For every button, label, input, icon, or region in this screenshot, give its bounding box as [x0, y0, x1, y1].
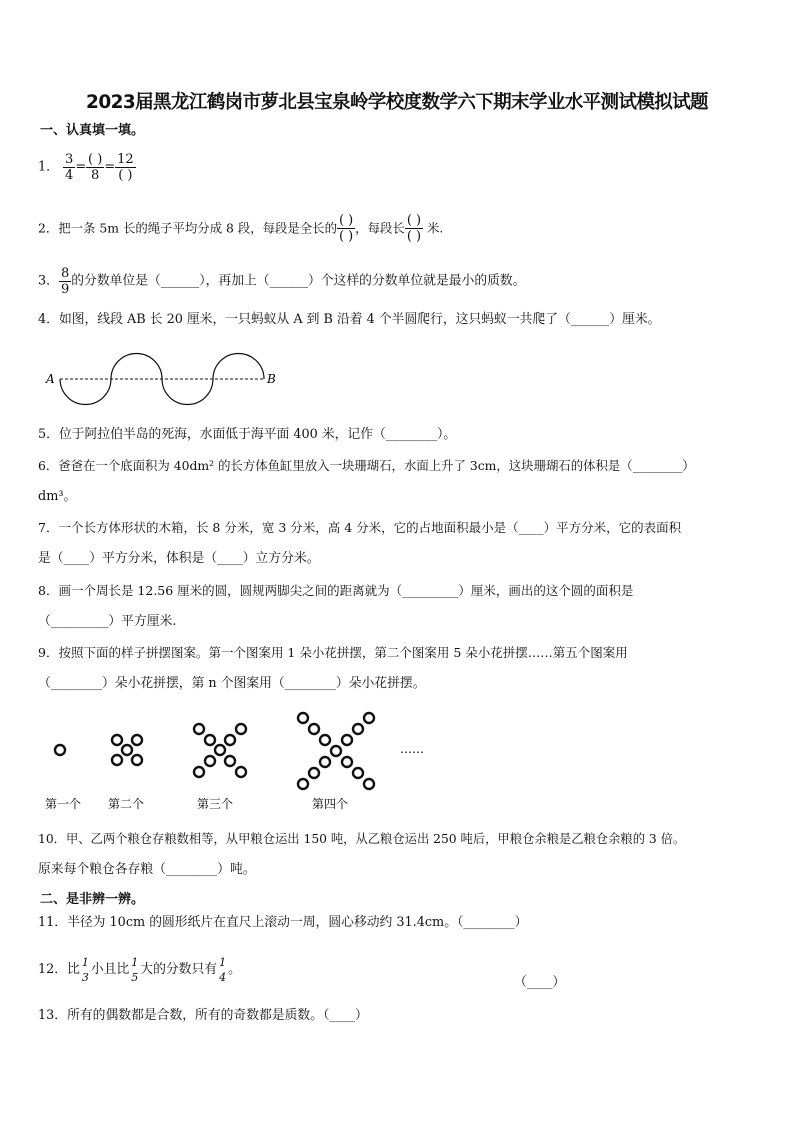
question-7-line-2: 是（____）平方分米，体积是（____）立方分米。: [38, 551, 320, 566]
q12-fraction-2: 1 5: [131, 956, 139, 984]
label-a: A: [46, 372, 55, 386]
flower-dot: [215, 745, 225, 755]
q1-number: 1．: [38, 159, 59, 175]
flower-dot: [112, 735, 122, 745]
page-title: 2023届黑龙江鹤岗市萝北县宝泉岭学校度数学六下期末学业水平测试模拟试题: [86, 92, 708, 113]
flower-dot: [353, 724, 363, 734]
flower-dot: [225, 735, 235, 745]
q1-fraction-1: $\frac{3}{4}$: [65, 152, 74, 183]
question-10-line-1: 10．甲、乙两个粮仓存粮数相等，从甲粮仓运出 150 吨，从乙粮仓运出 250 吨后，甲粮仓余粮是乙粮仓余粮的 3 倍。: [38, 832, 686, 846]
flower-dot: [205, 756, 215, 766]
q1-fraction-2: $\frac{( )}{8}$: [88, 152, 103, 183]
pattern-label-2: 第二个: [108, 797, 145, 811]
flower-dot: [309, 724, 319, 734]
flower-dot: [298, 779, 308, 789]
pattern-label-1: 第一个: [45, 797, 82, 811]
section-heading-1: 一、认真填一填。: [40, 123, 145, 138]
q1-fraction-3: $\frac{12}{( )}$: [117, 152, 134, 183]
question-4: 4．如图，线段 AB 长 20 厘米，一只蚂蚁从 A 到 B 沿着 4 个半圆爬行，这只蚂蚁一共爬了（______）厘米。: [38, 312, 661, 327]
label-b: B: [267, 372, 276, 386]
question-12-blank: （____）: [514, 975, 566, 990]
semicircle-diagram: [40, 348, 290, 410]
question-5: 5．位于阿拉伯半岛的死海，水面低于海平面 400 米，记作（________）。: [38, 427, 457, 442]
question-12: 12．比 1 3 小且比 1 5 大的分数只有 1 4 。: [38, 956, 241, 984]
flower-dot: [225, 756, 235, 766]
flower-dot: [205, 735, 215, 745]
pattern-label-3: 第三个: [197, 797, 234, 811]
q3-fraction: $\frac{8}{9}$: [60, 266, 70, 297]
flower-pattern-diagram: [30, 705, 450, 815]
flower-dot: [112, 755, 122, 765]
pattern-1: [55, 745, 65, 755]
question-6-line-1: 6．爸爸在一个底面积为 40dm² 的长方体鱼缸里放入一块珊瑚石，水面上升了 3cm，这块珊瑚石的体积是（________）: [38, 458, 695, 473]
q2-fraction-2: $\frac{( )}{( )}$: [406, 213, 422, 244]
question-11: 11．半径为 10cm 的圆形纸片在直尺上滚动一周，圆心移动约 31.4cm。（________）: [38, 915, 528, 930]
pattern-3: [194, 724, 246, 777]
flower-dot: [236, 767, 246, 777]
question-13: 13．所有的偶数都是合数，所有的奇数都是质数。（____）: [38, 1008, 368, 1023]
flower-dot: [122, 745, 132, 755]
question-2: 2．把一条 5m 长的绳子平均分成 8 段，每段是全长的 $\frac{( )}{( )}$ ，每段长 $\frac{( )}{( )}$ 米.: [38, 213, 444, 244]
question-9-line-1: 9．按照下面的样子拼摆图案。第一个图案用 1 朵小花拼摆，第二个图案用 5 朵小花拼摆……第五个图案用: [38, 645, 628, 660]
flower-dot: [364, 779, 374, 789]
pattern-ellipsis: ……: [400, 742, 424, 756]
pattern-label-4: 第四个: [312, 797, 349, 811]
pattern-4: [298, 713, 374, 789]
q12-fraction-1: 1 3: [81, 956, 89, 984]
flower-dot: [320, 757, 330, 767]
flower-dot: [342, 735, 352, 745]
flower-dot: [132, 735, 142, 745]
flower-dot: [194, 767, 204, 777]
flower-dot: [320, 735, 330, 745]
section-heading-2: 二、是非辨一辨。: [40, 892, 145, 907]
q2-fraction-1: $\frac{( )}{( )}$: [338, 213, 354, 244]
flower-dot: [55, 745, 65, 755]
flower-dot: [342, 757, 352, 767]
flower-dot: [236, 724, 246, 734]
flower-dot: [298, 713, 308, 723]
flower-dot: [309, 768, 319, 778]
question-6-line-2: dm³。: [38, 489, 77, 504]
question-1: 1． $\frac{3}{4}$ = $\frac{( )}{8}$ = $\frac{12}{( )}$: [38, 152, 134, 183]
flower-dot: [353, 768, 363, 778]
q12-fraction-3: 1 4: [219, 956, 227, 984]
question-9-line-2: （________）朵小花拼摆，第 n 个图案用（________）朵小花拼摆。: [38, 676, 426, 691]
flower-dot: [132, 755, 142, 765]
flower-dot: [364, 713, 374, 723]
question-7-line-1: 7．一个长方体形状的木箱，长 8 分米，宽 3 分米，高 4 分米，它的占地面积最小是（____）平方分米，它的表面积: [38, 520, 682, 535]
flower-dot: [194, 724, 204, 734]
flower-dot: [331, 746, 341, 756]
question-10-line-2: 原来每个粮仓各存粮（________）吨。: [38, 862, 256, 877]
question-8-line-1: 8．画一个周长是 12.56 厘米的圆，圆规两脚尖之间的距离就为（_________）厘米，画出的这个圆的面积是: [38, 583, 634, 598]
question-3: 3． $\frac{8}{9}$ 的分数单位是（______），再加上（______）个这样的分数单位就是最小的质数。: [38, 266, 526, 297]
question-8-line-2: （_________）平方厘米.: [38, 614, 177, 629]
pattern-2: [112, 735, 142, 765]
